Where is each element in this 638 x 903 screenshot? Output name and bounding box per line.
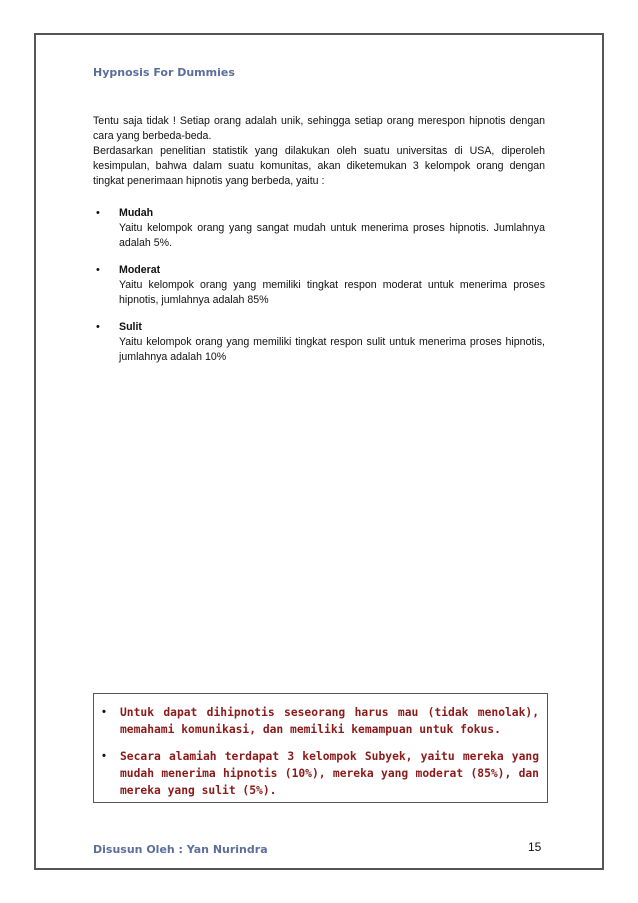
summary-text: Secara alamiah terdapat 3 kelompok Subyek, yaitu mereka yang mudah menerima hipnotis (10%), mereka yang moderat (85%), dan mereka yang sulit (5%).	[120, 750, 539, 797]
group-description: Yaitu kelompok orang yang memiliki tingkat respon sulit untuk menerima proses hipnotis, jumlahnya adalah 10%	[119, 336, 545, 363]
summary-text: Untuk dapat dihipnotis seseorang harus mau (tidak menolak), memahami komunikasi, dan memiliki kemampuan untuk fokus.	[120, 706, 539, 736]
intro-text	[93, 114, 545, 189]
summary-item	[102, 704, 539, 738]
header-title: Hypnosis For Dummies	[93, 66, 235, 79]
group-term: Sulit	[119, 321, 142, 333]
bullet-icon: •	[102, 706, 106, 718]
intro-paragraph-2: Berdasarkan penelitian statistik yang dilakukan oleh suatu universitas di USA, diperoleh kesimpulan, bahwa dalam suatu komunitas, akan diketemukan 3 kelompok orang dengan tingkat penerimaan hipnotis yang berbeda, yaitu :	[93, 145, 545, 187]
intro-paragraph-1: Tentu saja tidak ! Setiap orang adalah unik, sehingga setiap orang merespon hipnotis dengan cara yang berbeda-beda.	[93, 115, 545, 142]
footer-author: Disusun Oleh : Yan Nurindra	[93, 843, 268, 856]
summary-list	[102, 704, 539, 799]
bullet-icon: •	[96, 264, 100, 276]
group-term: Mudah	[119, 207, 154, 219]
bullet-icon: •	[102, 750, 106, 762]
group-list	[93, 206, 545, 377]
list-item	[93, 320, 545, 365]
page-number: 15	[528, 840, 542, 854]
group-description: Yaitu kelompok orang yang memiliki tingkat respon moderat untuk menerima proses hipnotis, jumlahnya adalah 85%	[119, 279, 545, 306]
group-description: Yaitu kelompok orang yang sangat mudah untuk menerima proses hipnotis. Jumlahnya adalah 5%.	[119, 222, 545, 249]
summary-box	[93, 693, 548, 803]
list-item	[93, 263, 545, 308]
list-item	[93, 206, 545, 251]
group-term: Moderat	[119, 264, 161, 276]
summary-item	[102, 748, 539, 799]
bullet-icon: •	[96, 321, 100, 333]
bullet-icon: •	[96, 207, 100, 219]
